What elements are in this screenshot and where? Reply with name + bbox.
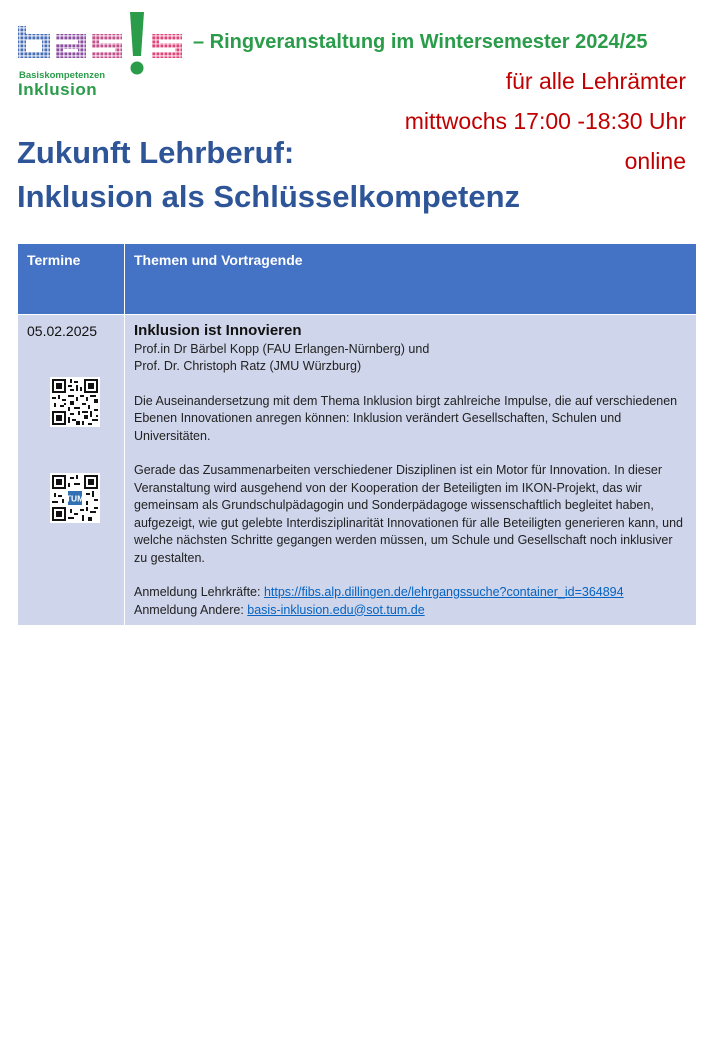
tum-label: TUM: [65, 493, 85, 504]
logo-letter-b: [18, 26, 50, 58]
registration-others-label: Anmeldung Andere:: [134, 602, 248, 617]
table-header-row: [18, 244, 697, 315]
description-paragraph-2: Gerade das Zusammenarbeiten verschiedener Disziplinen ist ein Motor für Innovation. In dieser Veranstaltung wird ausgehend von der Kooperation der Beteiligten im IKON-Projekt, das wir gemeinsam als Grundschulpädagogin und Sonderpädagoge wissenschaftlich begleitet haben, aufgezeigt, wie gut gelebte Interdisziplinarität Innovationen für alle Beteiligten generieren kann, und welche nächsten Schritte gegangen werden müssen, um Schule und Gesellschaft noch inklusiver zu gestalten.: [134, 463, 683, 565]
speaker-2: Prof. Dr. Christoph Ratz (JMU Würzburg): [134, 359, 362, 373]
registration-teachers-link[interactable]: https://fibs.alp.dillingen.de/lehrgangssuche?container_id=364894: [263, 585, 624, 599]
lecture-series-title: – Ringveranstaltung im Wintersemester 2024/25: [193, 31, 648, 53]
audience-text: für alle Lehrämter: [505, 68, 686, 94]
page-title-line1: Zukunft Lehrberuf:: [17, 135, 295, 170]
header-dates: Termine: [18, 244, 125, 315]
logo-subtitle-large: Inklusion: [18, 80, 98, 99]
mode-text: online: [624, 148, 686, 174]
table-row: [18, 315, 697, 626]
logo-letter-a: [56, 34, 86, 58]
registration-teachers-label: Anmeldung Lehrkräfte:: [134, 585, 264, 599]
speaker-1: Prof.in Dr Bärbel Kopp (FAU Erlangen-Nürnberg) und: [134, 341, 430, 356]
qr-code-tum-icon[interactable]: [50, 473, 100, 523]
schedule-text: mittwochs 17:00 -18:30 Uhr: [404, 108, 686, 134]
registration-teachers: [134, 584, 687, 602]
description-paragraph-1: Die Auseinandersetzung mit dem Thema Inklusion birgt zahlreiche Impulse, die auf verschiedenen Ebenen Innovationen anregen können: Inklusion verändert Gesellschaften, Schulen und Universitäten.: [134, 393, 678, 443]
topic-cell: [125, 315, 697, 626]
event-date: 05.02.2025: [27, 323, 98, 339]
registration-others-link[interactable]: basis-inklusion.edu@sot.tum.de: [247, 602, 425, 617]
page-title-line2: Inklusion als Schlüsselkompetenz: [17, 179, 521, 214]
logo-letter-s: [92, 34, 122, 58]
page-title: [17, 131, 520, 219]
header-topics: Themen und Vortragende: [125, 244, 697, 315]
topic-title: Inklusion ist Innovieren: [134, 322, 302, 339]
registration-others: [134, 602, 687, 620]
qr-code-icon[interactable]: [50, 377, 100, 427]
date-cell: [18, 315, 125, 626]
logo-exclamation: [130, 12, 144, 75]
logo-subtitle-small: Basiskompetenzen: [19, 70, 106, 81]
logo-letter-s2: [152, 34, 182, 58]
program-table: [17, 243, 697, 626]
